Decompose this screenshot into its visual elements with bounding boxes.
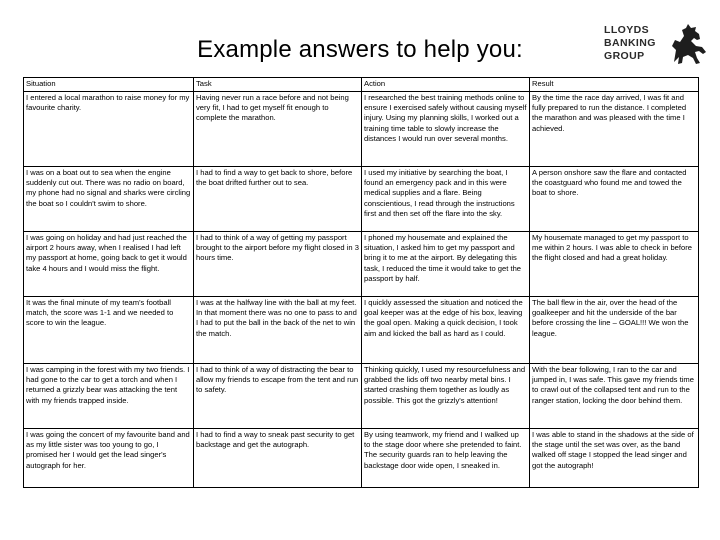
situation-cell: I was on a boat out to sea when the engine suddenly cut out. There was no radio on board, my phone had no signal and sharks were circling the boat so I couldn't swim to shore. bbox=[24, 167, 194, 232]
black-horse-icon bbox=[666, 22, 708, 66]
result-cell: My housemate managed to get my passport to me within 2 hours. I was able to check in before the flight closed and had a great holiday. bbox=[530, 232, 699, 297]
action-cell: I phoned my housemate and explained the situation, I asked him to get my passport and bring it to me at the airport. By delegating this task, I reduced the time it would take to get the passport by half. bbox=[362, 232, 530, 297]
page-title: Example answers to help you: bbox=[197, 36, 523, 63]
header-result: Result bbox=[530, 78, 699, 92]
logo-line-1: LLOYDS bbox=[604, 24, 649, 36]
header-situation: Situation bbox=[24, 78, 194, 92]
logo-line-2: BANKING bbox=[604, 37, 656, 49]
table-row bbox=[24, 92, 699, 167]
result-cell: The ball flew in the air, over the head of the goalkeeper and hit the underside of the bar before crossing the line – GOAL!!! We won the league. bbox=[530, 297, 699, 364]
result-cell: By the time the race day arrived, I was fit and fully prepared to run the distance. I completed the marathon and was pleased with the time I achieved. bbox=[530, 92, 699, 167]
task-cell: I had to find a way to get back to shore, before the boat drifted further out to sea. bbox=[194, 167, 362, 232]
action-cell: I quickly assessed the situation and noticed the goal keeper was at the edge of his box, leaving the goal open. Making a quick decision, I took aim and kicked the ball as hard as I could. bbox=[362, 297, 530, 364]
logo-line-3: GROUP bbox=[604, 50, 645, 62]
situation-cell: I entered a local marathon to raise money for my favourite charity. bbox=[24, 92, 194, 167]
table-row bbox=[24, 232, 699, 297]
result-cell: I was able to stand in the shadows at the side of the stage until the set was over, as the band walked off stage I stopped the lead singer and got the autograph! bbox=[530, 429, 699, 488]
result-cell: With the bear following, I ran to the car and jumped in, I was safe. This gave my friends time to crawl out of the collapsed tent and run to the ranger station, locking the door behind them. bbox=[530, 364, 699, 429]
task-cell: I had to find a way to sneak past security to get backstage and get the autograph. bbox=[194, 429, 362, 488]
situation-cell: I was camping in the forest with my two friends. I had gone to the car to get a torch and when I returned a grizzly bear was attacking the tent with my friends trapped inside. bbox=[24, 364, 194, 429]
action-cell: I researched the best training methods online to ensure I exercised safely without causing myself injury. Using my planning skills, I worked out a training time table to slowly increase the distances I would run over several months. bbox=[362, 92, 530, 167]
table-row bbox=[24, 429, 699, 488]
action-cell: By using teamwork, my friend and I walked up to the stage door where she pretended to faint. The security guards ran to help leaving the backstage door wide open, I sneaked in. bbox=[362, 429, 530, 488]
header-task: Task bbox=[194, 78, 362, 92]
action-cell: Thinking quickly, I used my resourcefulness and grabbed the lids off two nearby metal bins. I started crashing them together as loudly as possible. This got the grizzly's attention! bbox=[362, 364, 530, 429]
situation-cell: It was the final minute of my team's football match, the score was 1-1 and we needed to score to win the league. bbox=[24, 297, 194, 364]
task-cell: I was at the halfway line with the ball at my feet. In that moment there was no one to pass to and I had to put the ball in the back of the net to win the match. bbox=[194, 297, 362, 364]
task-cell: I had to think of a way of getting my passport brought to the airport before my flight closed in 3 hours time. bbox=[194, 232, 362, 297]
table-row bbox=[24, 364, 699, 429]
header-action: Action bbox=[362, 78, 530, 92]
table-header-row bbox=[24, 78, 699, 92]
table-row bbox=[24, 167, 699, 232]
task-cell: I had to think of a way of distracting the bear to allow my friends to escape from the tent and run to safety. bbox=[194, 364, 362, 429]
table-row bbox=[24, 297, 699, 364]
result-cell: A person onshore saw the flare and contacted the coastguard who found me and towed the boat to shore. bbox=[530, 167, 699, 232]
situation-cell: I was going on holiday and had just reached the airport 2 hours away, when I realised I had left my passport at home, going back to get it would take 4 hours and I would miss the flight. bbox=[24, 232, 194, 297]
lloyds-banking-group-logo bbox=[604, 22, 708, 72]
task-cell: Having never run a race before and not being very fit, I had to get myself fit enough to complete the marathon. bbox=[194, 92, 362, 167]
example-answers-table bbox=[23, 77, 699, 488]
logo-text bbox=[604, 24, 656, 63]
action-cell: I used my initiative by searching the boat, I found an emergency pack and in this were medical supplies and a flare. Being conscientious, I read through the instructions first and then set off the flare into the sky. bbox=[362, 167, 530, 232]
situation-cell: I was going the concert of my favourite band and as my little sister was too young to go, I promised her I would get the lead singer's autograph for her. bbox=[24, 429, 194, 488]
